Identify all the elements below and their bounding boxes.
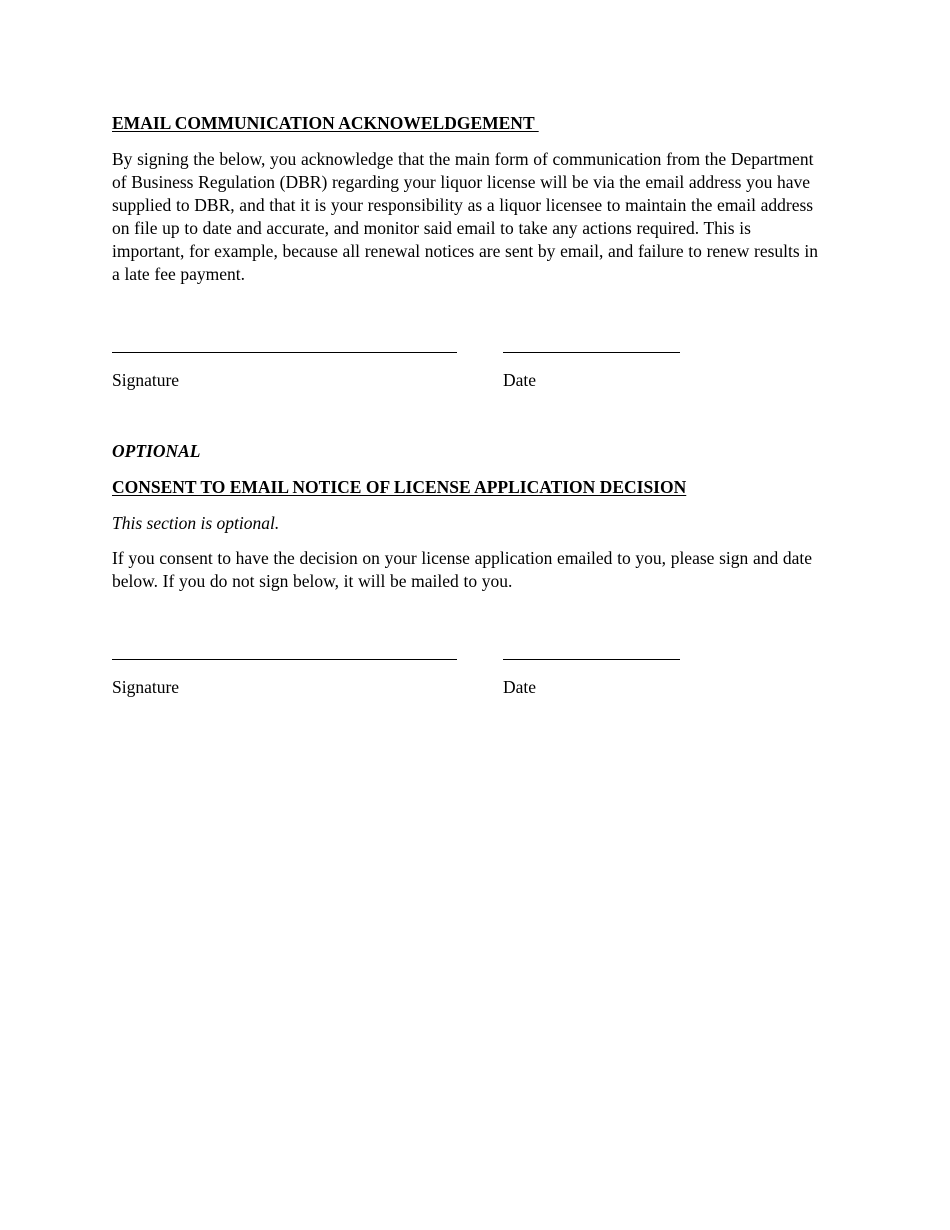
email-acknowledgement-heading: EMAIL COMMUNICATION ACKNOWELDGEMENT [112,113,539,133]
consent-body: If you consent to have the decision on your license application emailed to you, please sign and date below. If you do not sign below, it will be mailed to you. [112,548,813,591]
signature-label-2: Signature [112,677,180,697]
optional-label: OPTIONAL [112,441,201,461]
consent-heading: CONSENT TO EMAIL NOTICE OF LICENSE APPLICATION DECISION [112,477,687,497]
signature-label-1: Signature [112,370,180,390]
signature-line-2[interactable] [112,659,457,660]
signature-line-1[interactable] [112,352,457,353]
optional-note: This section is optional. [112,513,280,533]
date-label-2: Date [503,677,537,697]
email-acknowledgement-body: By signing the below, you acknowledge that the main form of communication from the Department of Business Regulation (DBR) regarding your liquor license will be via the email address you have supplied to DBR, and that it is your responsibility as a liquor licensee to maintain the email address on file up to date and accurate, and monitor said email to take any actions required. This is important, for example, because all renewal notices are sent by email, and failure to renew results in a late fee payment. [112,149,818,284]
date-label-1: Date [503,370,537,390]
date-line-1[interactable] [503,352,680,353]
date-line-2[interactable] [503,659,680,660]
